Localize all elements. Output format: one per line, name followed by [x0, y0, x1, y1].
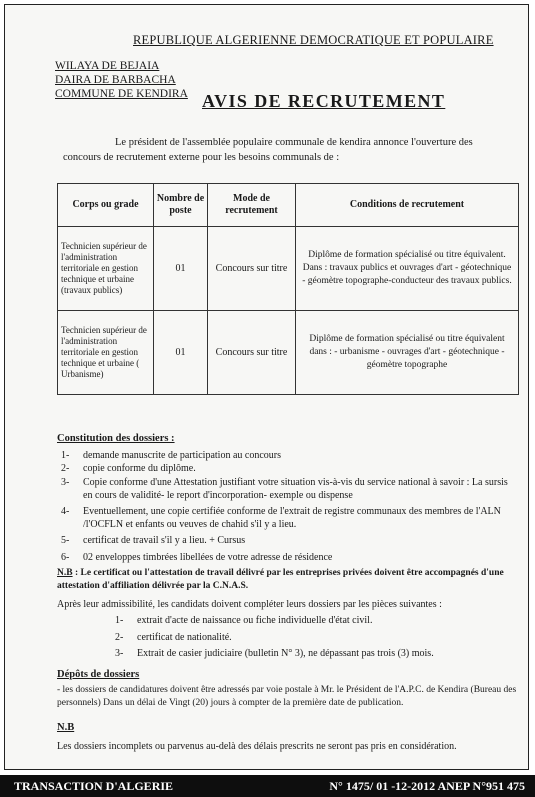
col-header-grade: Corps ou grade	[58, 184, 154, 227]
col-header-mode: Mode de recrutement	[208, 184, 296, 227]
dossiers-heading: Constitution des dossiers :	[57, 433, 175, 444]
depots-text: - les dossiers de candidatures doivent être adressés par voie postale à Mr. le Président de l'A.P.C. de Kendira (Bureau des personnels) Dans un délai de Vingt (20) jours à compter de la première date de publication.	[57, 685, 517, 709]
footer-bar	[0, 775, 535, 797]
table-row	[58, 311, 519, 395]
wilaya-label: WILAYA DE BEJAIA	[55, 60, 160, 72]
list-item: 1- demande manuscrite de participation au concours	[61, 450, 281, 462]
nb2-text: Les dossiers incomplets ou parvenus au-delà des délais prescrits ne seront pas pris en considération.	[57, 740, 457, 752]
list-item: 2- certificat de nationalité.	[115, 631, 232, 643]
dossiers-section	[57, 432, 517, 753]
cell-mode: Concours sur titre	[208, 311, 296, 395]
nb-label: N.B	[57, 567, 73, 578]
commune-label: COMMUNE DE KENDIRA	[55, 88, 188, 100]
cell-grade: Technicien supérieur de l'administration territoriale en gestion technique et urbaine (travaux publics)	[58, 227, 154, 311]
list-item: 6- 02 enveloppes timbrées libellées de votre adresse de résidence	[61, 551, 333, 563]
list-item: 1- extrait d'acte de naissance ou fiche individuelle d'état civil.	[115, 615, 373, 627]
recruitment-table	[57, 183, 519, 395]
cell-grade: Technicien supérieur de l'administration territoriale en gestion technique et urbaine ( Urbanisme)	[58, 311, 154, 395]
list-item: 5- certificat de travail s'il y a lieu. + Cursus	[61, 535, 246, 547]
footer-publication: TRANSACTION D'ALGERIE	[14, 779, 174, 793]
list-item: 4- Eventuellement, une copie certifiée conforme de l'extrait de registre communaux des membres de l'ALN /l'OCFLN et enfants ou veuves de chahid s'il y a lieu.	[61, 506, 501, 531]
col-header-postes: Nombre de poste	[154, 184, 208, 227]
cell-postes: 01	[154, 311, 208, 395]
administration-block	[55, 59, 188, 101]
cell-mode: Concours sur titre	[208, 227, 296, 311]
nb-text: : Le certificat ou l'attestation de travail délivré par les entreprises privées doivent être accompagnés d'une attestation d'affiliation délivrée par la C.N.A.S.	[57, 567, 504, 592]
nb-note	[57, 567, 517, 593]
daira-label: DAIRA DE BARBACHA	[55, 74, 176, 86]
page-title: AVIS DE RECRUTEMENT	[202, 91, 446, 111]
col-header-conditions: Conditions de recrutement	[296, 184, 519, 227]
admissibility-intro: Après leur admissibilité, les candidats doivent compléter leurs dossiers par les pièces suivantes :	[57, 599, 442, 611]
list-item: 3- Copie conforme d'une Attestation justifiant votre situation vis-à-vis du service national à savoir : La sursis en cours de validité- le report d'incorporation- exemple ou dispense	[61, 476, 508, 501]
list-item: 3- Extrait de casier judiciaire (bulletin N° 3), ne dépassant pas trois (3) mois.	[115, 647, 434, 659]
nb2-heading: N.B	[57, 721, 75, 733]
cell-postes: 01	[154, 227, 208, 311]
depots-heading: Dépôts de dossiers	[57, 669, 140, 681]
cell-conditions: Diplôme de formation spécialisé ou titre équivalent. Dans : travaux publics et ouvrages d'art - géotechnique - géomètre topographe-conducteur des travaux publics.	[296, 227, 519, 311]
intro-paragraph: Le président de l'assemblée populaire communale de kendira annonce l'ouverture des concours de recrutement externe pour les besoins communals de :	[63, 137, 473, 163]
document-page	[4, 4, 529, 770]
list-item: 2- copie conforme du diplôme.	[61, 463, 196, 475]
footer-reference: N° 1475/ 01 -12-2012 ANEP N°951 475	[329, 779, 525, 793]
table-row	[58, 227, 519, 311]
cell-conditions: Diplôme de formation spécialisé ou titre équivalent dans : - urbanisme - ouvrages d'art - géotechnique - géomètre topographe	[296, 311, 519, 395]
republic-title: REPUBLIQUE ALGERIENNE DEMOCRATIQUE ET POPULAIRE	[133, 33, 494, 47]
table-header-row	[58, 184, 519, 227]
